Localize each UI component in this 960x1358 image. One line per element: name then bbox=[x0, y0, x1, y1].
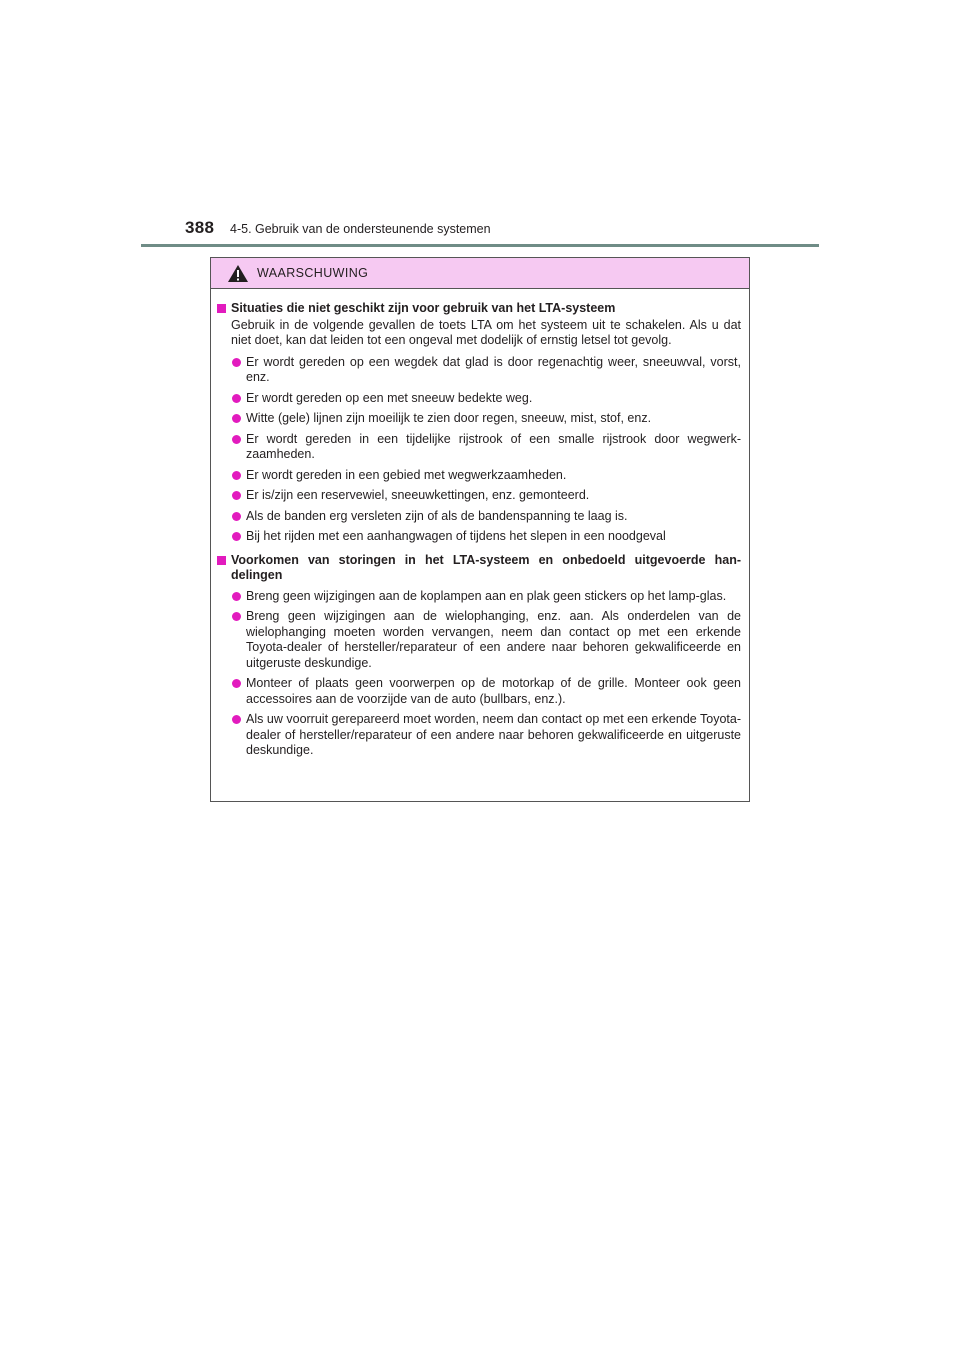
round-bullet-icon bbox=[232, 679, 241, 688]
list-item-text: Er wordt gereden op een wegdek dat glad is door regenachtig weer, sneeuwval, vorst, enz. bbox=[246, 354, 741, 384]
section-title: 4-5. Gebruik van de ondersteunende systemen bbox=[230, 222, 491, 236]
round-bullet-icon bbox=[232, 394, 241, 403]
list-item-text: Er is/zijn een reservewiel, sneeuwkettingen, enz. gemonteerd. bbox=[246, 488, 590, 502]
list-item bbox=[217, 676, 741, 707]
round-bullet-icon bbox=[232, 512, 241, 521]
list-item-text: Er wordt gereden op een met sneeuw bedekte weg. bbox=[246, 390, 533, 405]
list-item bbox=[217, 589, 741, 605]
warning-header bbox=[211, 258, 749, 289]
list-item bbox=[217, 712, 741, 759]
list-item bbox=[217, 432, 741, 463]
list-item-text: Als de banden erg versleten zijn of als de bandenspanning te laag is. bbox=[246, 508, 628, 523]
square-bullet-icon bbox=[217, 304, 226, 313]
warning-label: WAARSCHUWING bbox=[257, 266, 369, 280]
topic bbox=[217, 301, 741, 317]
list-item-text: Er wordt gereden in een gebied met wegwerkzaamheden. bbox=[246, 467, 567, 482]
square-bullet-icon bbox=[217, 556, 226, 565]
topic-block bbox=[217, 301, 741, 545]
round-bullet-icon bbox=[232, 612, 241, 621]
round-bullet-icon bbox=[232, 471, 241, 480]
header-rule bbox=[141, 244, 819, 247]
list-item-text: Als uw voorruit gerepareerd moet worden, neem dan contact op met een erkende Toyota-dealer of hersteller/reparateur of een andere naar behoren gekwalificeerde en uitgeruste deskundige. bbox=[246, 712, 741, 757]
list-item-text: Bij het rijden met een aanhangwagen of tijdens het slepen in een noodgeval bbox=[246, 529, 666, 543]
warning-body bbox=[211, 289, 749, 759]
round-bullet-icon bbox=[232, 358, 241, 367]
warning-box bbox=[210, 257, 750, 802]
topic-heading: Situaties die niet geschikt zijn voor gebruik van het LTA-systeem bbox=[231, 301, 616, 315]
list-item-text: Witte (gele) lijnen zijn moeilijk te zien door regen, sneeuw, mist, stof, enz. bbox=[246, 411, 652, 425]
list-item bbox=[217, 391, 741, 407]
topic-heading: Voorkomen van storingen in het LTA-systeem en onbedoeld uitgevoerde han-delingen bbox=[231, 552, 741, 582]
list-item bbox=[217, 411, 741, 427]
list-item bbox=[217, 509, 741, 525]
topic-block bbox=[217, 553, 741, 759]
page-header bbox=[0, 0, 960, 250]
list-item bbox=[217, 355, 741, 386]
list-item bbox=[217, 488, 741, 504]
list-item-text: Er wordt gereden in een tijdelijke rijstrook of een smalle rijstrook door wegwerk-zaamheden. bbox=[246, 431, 741, 461]
round-bullet-icon bbox=[232, 715, 241, 724]
round-bullet-icon bbox=[232, 435, 241, 444]
list-item bbox=[217, 468, 741, 484]
topic-text: Gebruik in de volgende gevallen de toets LTA om het systeem uit te schakelen. Als u dat niet doet, kan dat leiden tot een ongeval met dodelijk of ernstig letsel tot gevolg. bbox=[231, 317, 741, 347]
list-item bbox=[217, 609, 741, 671]
warning-triangle-icon bbox=[227, 264, 249, 283]
list-item-text: Breng geen wijzigingen aan de koplampen aan en plak geen stickers op het lamp-glas. bbox=[246, 588, 727, 603]
page-number: 388 bbox=[185, 218, 215, 237]
list-item bbox=[217, 529, 741, 545]
list-item-text: Breng geen wijzigingen aan de wielophanging, enz. aan. Als onderdelen van de wielophanging moeten worden vervangen, neem dan contact op met een erkende Toyota-dealer of hersteller/reparateur of een andere naar behoren gekwalificeerde en uitgeruste deskundige. bbox=[246, 609, 741, 670]
topic bbox=[217, 553, 741, 584]
round-bullet-icon bbox=[232, 414, 241, 423]
round-bullet-icon bbox=[232, 491, 241, 500]
list-item-text: Monteer of plaats geen voorwerpen op de motorkap of de grille. Monteer ook geen accessoires aan de voorzijde van de auto (bullbars, enz.). bbox=[246, 676, 741, 706]
round-bullet-icon bbox=[232, 592, 241, 601]
round-bullet-icon bbox=[232, 532, 241, 541]
